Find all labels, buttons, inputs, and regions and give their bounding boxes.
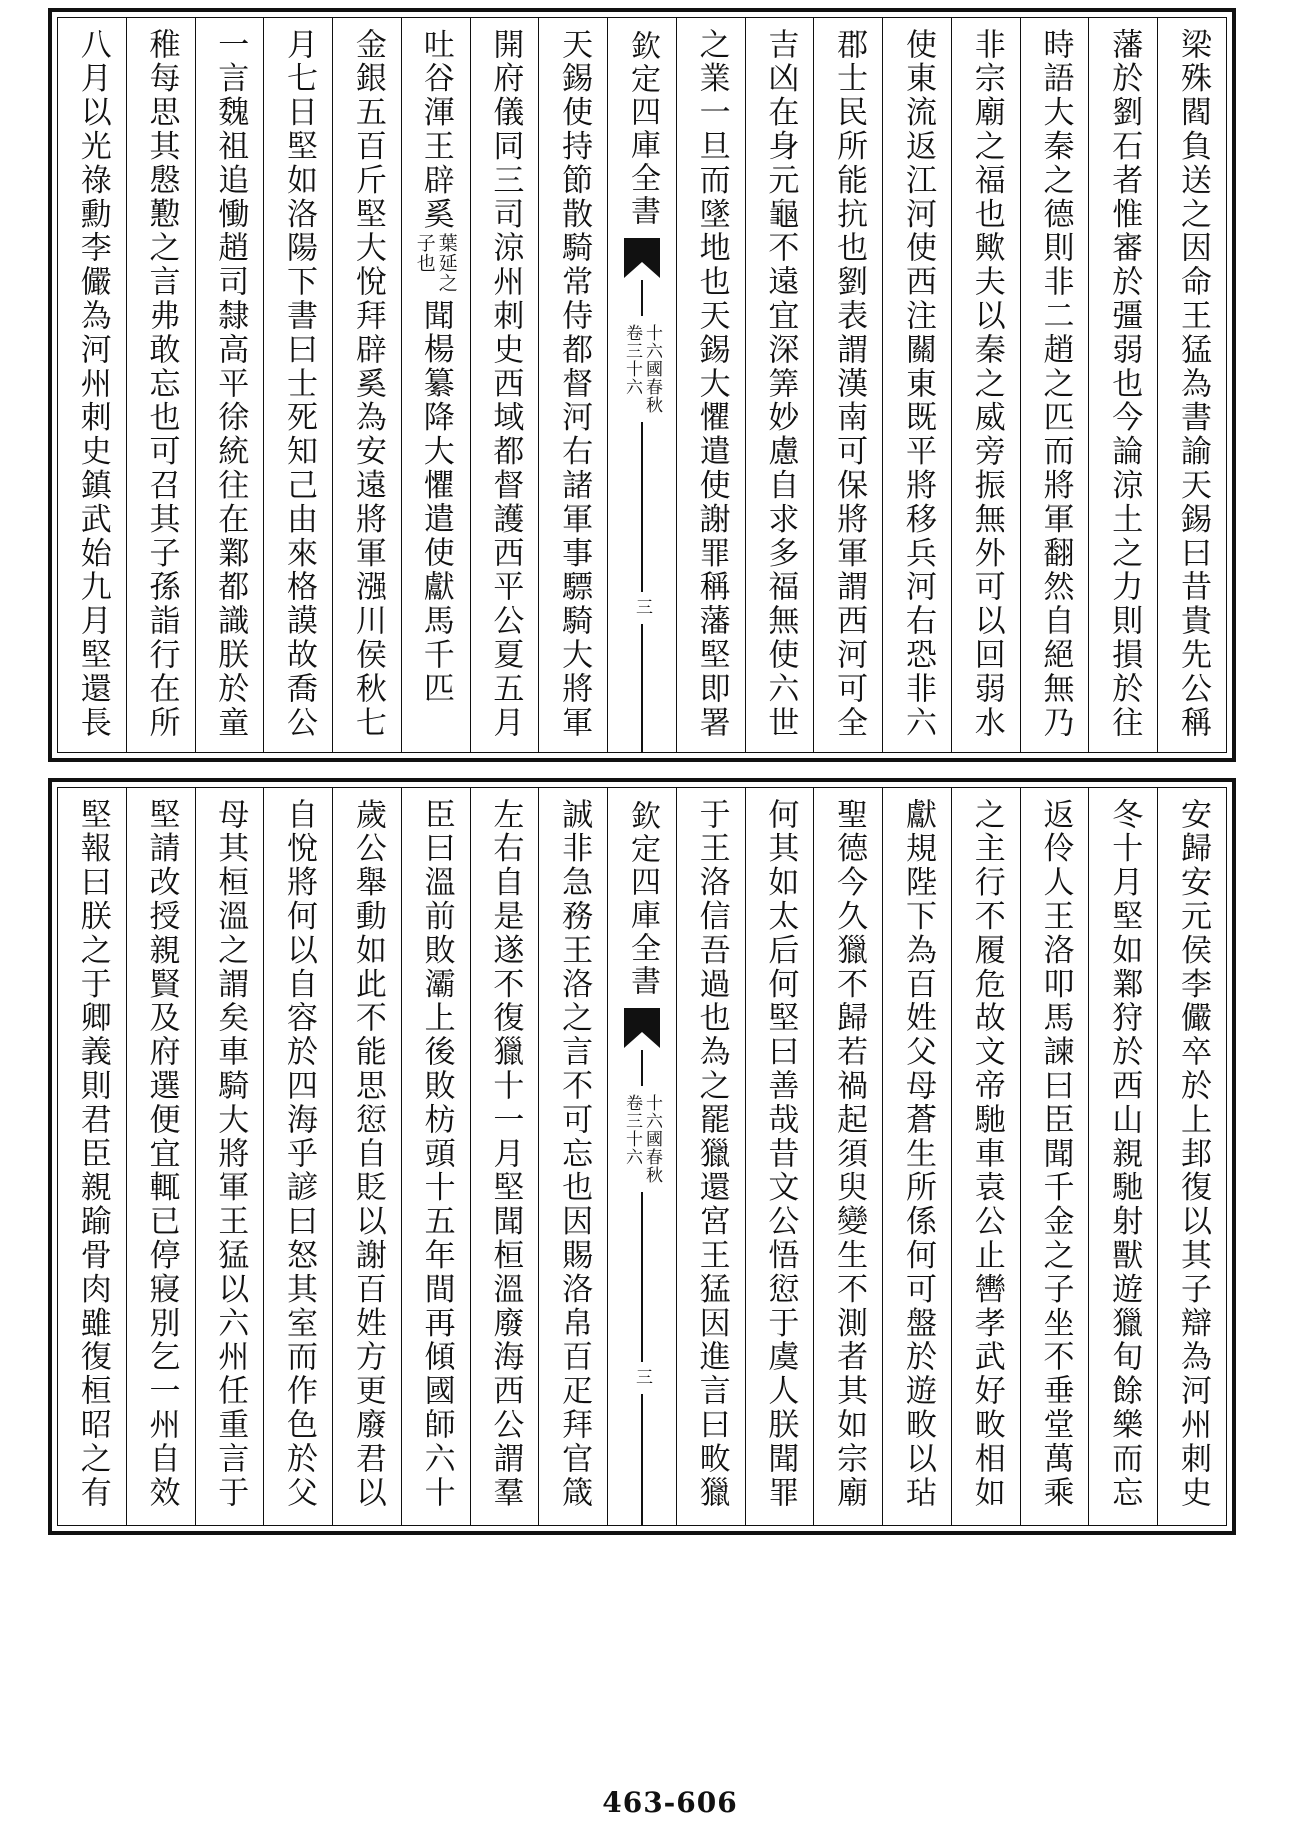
volume-label: 卷三十六 (621, 1094, 642, 1166)
text-frame (57, 17, 1227, 753)
center-column (608, 18, 677, 752)
volume-label: 卷三十六 (621, 324, 642, 396)
text-column: 堅報曰朕之于卿義則君臣親踰骨肉雖復桓昭之有 (58, 788, 127, 1525)
text-column: 藩於劉石者惟審於彊弱也今論涼土之力則損於往 (1089, 18, 1158, 752)
column-text: 聞楊纂降大懼遣使獻馬千匹 (417, 299, 454, 707)
work-title: 十六國春秋 (641, 324, 662, 414)
text-column: 一言魏祖追慟趙司隸高平徐統往在鄴都識朕於童 (196, 18, 265, 752)
text-column: 八月以光祿勳李儼為河州刺史鎮武始九月堅還長 (58, 18, 127, 752)
text-column: 時語大秦之德則非二趙之匹而將軍翻然自絕無乃 (1021, 18, 1090, 752)
subtitle-block (622, 1094, 662, 1184)
fold-line (641, 280, 643, 316)
page-footer-number: 463-606 (602, 1786, 738, 1819)
text-column: 金銀五百斤堅大悅拜辟奚為安遠將軍漒川侯秋七 (333, 18, 402, 752)
fold-line (641, 1192, 643, 1362)
text-column: 之業一旦而墜地也天錫大懼遣使謝罪稱藩堅即署 (677, 18, 746, 752)
text-column: 自悅將何以自容於四海乎諺曰怒其室而作色於父 (264, 788, 333, 1525)
text-column: 返伶人王洛叩馬諫曰臣聞千金之子坐不垂堂萬乘 (1021, 788, 1090, 1525)
top-page-panel (48, 8, 1236, 762)
text-column: 梁殊閻負送之因命王猛為書諭天錫曰昔貴先公稱 (1175, 28, 1211, 740)
text-frame (57, 787, 1227, 1526)
note-line: 葉延之 (435, 233, 458, 294)
center-column (608, 788, 677, 1525)
text-column: 何其如太后何堅曰善哉昔文公悟愆于虞人朕聞罪 (746, 788, 815, 1525)
text-column: 母其桓溫之謂矣車騎大將軍王猛以六州任重言于 (196, 788, 265, 1525)
text-column: 郡士民所能抗也劉表謂漢南可保將軍謂西河可全 (814, 18, 883, 752)
text-column: 堅請改授親賢及府選便宜輒已停寢別乞一州自效 (127, 788, 196, 1525)
text-column: 左右自是遂不復獵十一月堅聞桓溫廢海西公謂羣 (471, 788, 540, 1525)
text-column: 臣曰溫前敗灞上後敗枋頭十五年間再傾國師六十 (402, 788, 471, 1525)
bottom-page-panel (48, 778, 1236, 1535)
subtitle-block (622, 324, 662, 414)
text-column: 月七日堅如洛陽下書曰士死知己由來格謨故喬公 (264, 18, 333, 752)
text-column: 稚每思其慇懃之言弗敢忘也可召其子孫詣行在所 (127, 18, 196, 752)
text-column: 開府儀同三司涼州刺史西域都督護西平公夏五月 (471, 18, 540, 752)
book-title: 欽定四庫全書 (624, 800, 660, 998)
text-column: 非宗廟之福也歟夫以秦之威旁振無外可以回弱水 (952, 18, 1021, 752)
fold-line (641, 1050, 643, 1086)
fold-line (641, 422, 643, 592)
text-column: 于王洛信吾過也為之罷獵還宮王猛因進言曰畋獵 (677, 788, 746, 1525)
column-text: 吐谷渾王辟奚 (417, 28, 454, 232)
text-column: 誠非急務王洛之言不可忘也因賜洛帛百疋拜官箴 (539, 788, 608, 1525)
text-column-annotated (402, 18, 471, 752)
fishtail-ornament-icon (622, 1008, 662, 1050)
text-column: 之主行不履危故文帝馳車袁公止轡孝武好畋相如 (952, 788, 1021, 1525)
text-column: 安歸安元侯李儼卒於上邽復以其子辯為河州刺史 (1175, 798, 1211, 1510)
text-column: 天錫使持節散騎常侍都督河右諸軍事驃騎大將軍 (539, 18, 608, 752)
page-number: 三 (631, 598, 652, 618)
fold-line (641, 1394, 643, 1525)
interlinear-note (414, 233, 458, 293)
work-title: 十六國春秋 (641, 1094, 662, 1184)
text-column: 冬十月堅如鄴狩於西山親馳射獸遊獵旬餘樂而忘 (1089, 788, 1158, 1525)
text-column: 使東流返江河使西注關東既平將移兵河右恐非六 (883, 18, 952, 752)
page-number: 三 (631, 1368, 652, 1388)
text-column: 聖德今久獵不歸若禍起須臾變生不測者其如宗廟 (814, 788, 883, 1525)
book-title: 欽定四庫全書 (624, 30, 660, 228)
text-column: 獻規陛下為百姓父母蒼生所係何可盤於遊畋以玷 (883, 788, 952, 1525)
note-line: 子也 (413, 233, 436, 274)
text-column: 吉凶在身元龜不遠宜深筭妙慮自求多福無使六世 (746, 18, 815, 752)
text-column: 歲公舉動如此不能思愆自貶以謝百姓方更廢君以 (333, 788, 402, 1525)
fishtail-ornament-icon (622, 238, 662, 280)
fold-line (641, 624, 643, 752)
